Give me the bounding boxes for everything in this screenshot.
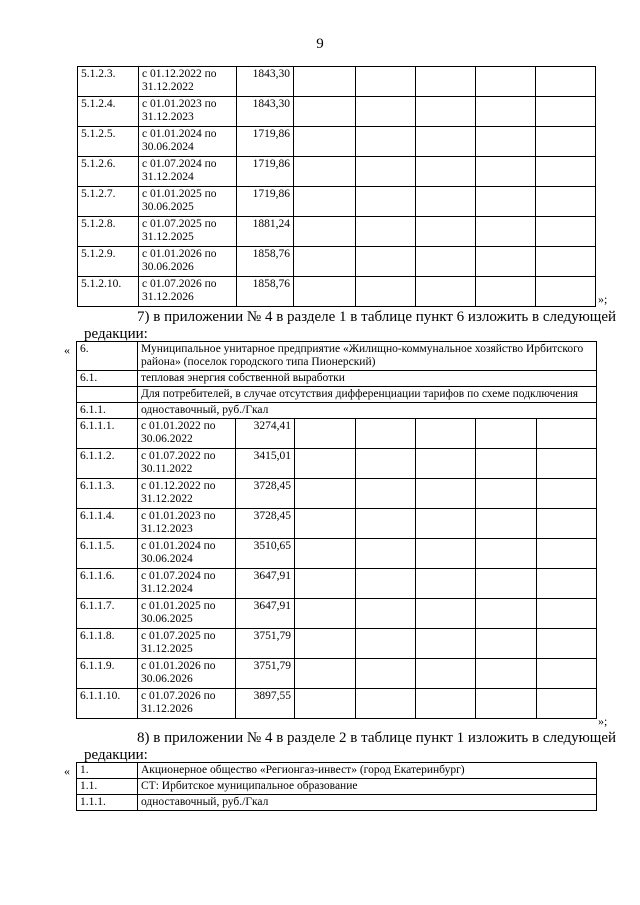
row-number: 6.1.1.2. bbox=[77, 449, 138, 479]
empty-cell bbox=[294, 127, 356, 157]
empty-cell bbox=[416, 449, 476, 479]
empty-cell bbox=[476, 67, 536, 97]
empty-cell bbox=[476, 127, 536, 157]
period-cell: с 01.07.2025 по 31.12.2025 bbox=[139, 217, 237, 247]
empty-cell bbox=[356, 157, 416, 187]
period-cell: с 01.01.2023 по 31.12.2023 bbox=[139, 97, 237, 127]
row-number: 1. bbox=[77, 763, 138, 779]
empty-cell bbox=[476, 157, 536, 187]
empty-cell bbox=[356, 187, 416, 217]
tariff-value: 1719,86 bbox=[237, 187, 294, 217]
empty-cell bbox=[536, 277, 596, 307]
table-row bbox=[77, 403, 597, 419]
empty-cell bbox=[537, 599, 597, 629]
period-cell: с 01.12.2022 по 31.12.2022 bbox=[138, 479, 236, 509]
empty-cell bbox=[476, 277, 536, 307]
table-row bbox=[78, 97, 596, 127]
row-description: Акционерное общество «Регионгаз-инвест» (город Екатеринбург) bbox=[138, 763, 597, 779]
tariff-table-section-2 bbox=[76, 762, 597, 811]
empty-cell bbox=[294, 67, 356, 97]
row-description: одноставочный, руб./Гкал bbox=[138, 795, 597, 811]
empty-cell bbox=[537, 419, 597, 449]
period-cell: с 01.07.2024 по 31.12.2024 bbox=[139, 157, 237, 187]
empty-cell bbox=[536, 247, 596, 277]
row-number: 6.1.1.3. bbox=[77, 479, 138, 509]
paragraph-8-line1: 8) в приложении № 4 в разделе 2 в таблице пункт 1 изложить в следующей bbox=[137, 730, 617, 746]
row-number: 5.1.2.7. bbox=[78, 187, 139, 217]
row-number: 6.1.1. bbox=[77, 403, 138, 419]
table-row bbox=[78, 187, 596, 217]
empty-cell bbox=[416, 187, 476, 217]
empty-cell bbox=[294, 97, 356, 127]
row-number: 1.1. bbox=[77, 779, 138, 795]
table-row bbox=[78, 67, 596, 97]
empty-cell bbox=[416, 67, 476, 97]
empty-cell bbox=[356, 97, 416, 127]
empty-cell bbox=[476, 509, 537, 539]
empty-cell bbox=[537, 539, 597, 569]
empty-cell bbox=[356, 629, 416, 659]
paragraph-7 bbox=[84, 309, 624, 343]
empty-cell bbox=[476, 659, 537, 689]
period-cell: с 01.07.2024 по 31.12.2024 bbox=[138, 569, 236, 599]
empty-cell bbox=[416, 509, 476, 539]
empty-cell bbox=[476, 217, 536, 247]
period-cell: с 01.01.2026 по 30.06.2026 bbox=[139, 247, 237, 277]
empty-cell bbox=[356, 539, 416, 569]
empty-cell bbox=[356, 509, 416, 539]
paragraph-7-line1: 7) в приложении № 4 в разделе 1 в таблице пункт 6 изложить в следующей bbox=[137, 309, 617, 325]
row-description: Муниципальное унитарное предприятие «Жилищно-коммунальное хозяйство Ирбитского района» (поселок городского типа Пионерский) bbox=[138, 342, 597, 371]
row-number: 5.1.2.8. bbox=[78, 217, 139, 247]
empty-cell bbox=[476, 247, 536, 277]
row-number: 6.1.1.6. bbox=[77, 569, 138, 599]
empty-cell bbox=[416, 127, 476, 157]
row-number: 5.1.2.10. bbox=[78, 277, 139, 307]
table-row bbox=[77, 539, 597, 569]
empty-cell bbox=[476, 187, 536, 217]
empty-cell bbox=[476, 97, 536, 127]
row-number: 5.1.2.6. bbox=[78, 157, 139, 187]
empty-cell bbox=[476, 569, 537, 599]
opening-quote: « bbox=[64, 343, 70, 357]
row-number: 6.1.1.7. bbox=[77, 599, 138, 629]
row-description: Для потребителей, в случае отсутствия дифференциации тарифов по схеме подключения bbox=[138, 387, 597, 403]
empty-cell bbox=[537, 629, 597, 659]
empty-cell bbox=[295, 479, 356, 509]
row-number bbox=[77, 387, 138, 403]
row-number: 5.1.2.9. bbox=[78, 247, 139, 277]
empty-cell bbox=[295, 419, 356, 449]
empty-cell bbox=[416, 629, 476, 659]
tariff-value: 3728,45 bbox=[236, 509, 295, 539]
table-row bbox=[77, 763, 597, 779]
opening-quote: « bbox=[64, 764, 70, 778]
empty-cell bbox=[295, 569, 356, 599]
period-cell: с 01.01.2024 по 30.06.2024 bbox=[138, 539, 236, 569]
empty-cell bbox=[356, 479, 416, 509]
closing-quote: »; bbox=[598, 714, 608, 728]
empty-cell bbox=[416, 277, 476, 307]
row-description: СТ: Ирбитское муниципальное образование bbox=[138, 779, 597, 795]
table-row bbox=[77, 387, 597, 403]
empty-cell bbox=[416, 217, 476, 247]
empty-cell bbox=[536, 157, 596, 187]
tariff-value: 3728,45 bbox=[236, 479, 295, 509]
empty-cell bbox=[356, 689, 416, 719]
empty-cell bbox=[476, 539, 537, 569]
empty-cell bbox=[476, 479, 537, 509]
tariff-value: 1858,76 bbox=[237, 247, 294, 277]
paragraph-8-line2: редакции: bbox=[84, 747, 148, 763]
empty-cell bbox=[416, 569, 476, 599]
tariff-value: 3647,91 bbox=[236, 599, 295, 629]
table-row bbox=[77, 342, 597, 371]
period-cell: с 01.01.2025 по 30.06.2025 bbox=[139, 187, 237, 217]
empty-cell bbox=[416, 157, 476, 187]
period-cell: с 01.07.2022 по 30.11.2022 bbox=[138, 449, 236, 479]
table-row bbox=[77, 569, 597, 599]
empty-cell bbox=[356, 659, 416, 689]
table-row bbox=[78, 127, 596, 157]
empty-cell bbox=[356, 277, 416, 307]
empty-cell bbox=[294, 247, 356, 277]
page-number: 9 bbox=[316, 36, 324, 52]
empty-cell bbox=[476, 599, 537, 629]
tariff-table-item-6 bbox=[76, 341, 597, 719]
tariff-value: 3647,91 bbox=[236, 569, 295, 599]
row-number: 6.1.1.1. bbox=[77, 419, 138, 449]
period-cell: с 01.07.2026 по 31.12.2026 bbox=[138, 689, 236, 719]
table-row bbox=[77, 371, 597, 387]
paragraph-8 bbox=[84, 730, 624, 764]
table-row bbox=[77, 479, 597, 509]
empty-cell bbox=[537, 689, 597, 719]
empty-cell bbox=[295, 449, 356, 479]
empty-cell bbox=[295, 539, 356, 569]
row-number: 6.1.1.5. bbox=[77, 539, 138, 569]
empty-cell bbox=[356, 247, 416, 277]
empty-cell bbox=[294, 157, 356, 187]
empty-cell bbox=[356, 127, 416, 157]
table-row bbox=[78, 277, 596, 307]
period-cell: с 01.01.2026 по 30.06.2026 bbox=[138, 659, 236, 689]
empty-cell bbox=[536, 187, 596, 217]
tariff-value: 3415,01 bbox=[236, 449, 295, 479]
table-row bbox=[77, 599, 597, 629]
row-number: 1.1.1. bbox=[77, 795, 138, 811]
empty-cell bbox=[294, 187, 356, 217]
empty-cell bbox=[295, 599, 356, 629]
paragraph-7-line2: редакции: bbox=[84, 326, 148, 342]
empty-cell bbox=[537, 659, 597, 689]
empty-cell bbox=[416, 97, 476, 127]
tariff-table-section-5 bbox=[77, 66, 596, 307]
period-cell: с 01.01.2023 по 31.12.2023 bbox=[138, 509, 236, 539]
table-row bbox=[77, 419, 597, 449]
tariff-value: 3751,79 bbox=[236, 629, 295, 659]
row-number: 5.1.2.4. bbox=[78, 97, 139, 127]
empty-cell bbox=[416, 659, 476, 689]
empty-cell bbox=[537, 569, 597, 599]
empty-cell bbox=[356, 67, 416, 97]
table-row bbox=[77, 509, 597, 539]
empty-cell bbox=[295, 509, 356, 539]
period-cell: с 01.12.2022 по 31.12.2022 bbox=[139, 67, 237, 97]
empty-cell bbox=[356, 217, 416, 247]
empty-cell bbox=[356, 569, 416, 599]
tariff-value: 1719,86 bbox=[237, 127, 294, 157]
tariff-value: 1719,86 bbox=[237, 157, 294, 187]
period-cell: с 01.07.2026 по 31.12.2026 bbox=[139, 277, 237, 307]
row-description: тепловая энергия собственной выработки bbox=[138, 371, 597, 387]
row-number: 6. bbox=[77, 342, 138, 371]
empty-cell bbox=[356, 419, 416, 449]
tariff-value: 1843,30 bbox=[237, 97, 294, 127]
empty-cell bbox=[536, 97, 596, 127]
empty-cell bbox=[476, 689, 537, 719]
table-row bbox=[78, 217, 596, 247]
empty-cell bbox=[416, 599, 476, 629]
empty-cell bbox=[356, 449, 416, 479]
tariff-value: 1858,76 bbox=[237, 277, 294, 307]
row-number: 6.1. bbox=[77, 371, 138, 387]
empty-cell bbox=[536, 127, 596, 157]
period-cell: с 01.07.2025 по 31.12.2025 bbox=[138, 629, 236, 659]
empty-cell bbox=[537, 479, 597, 509]
table-row bbox=[78, 157, 596, 187]
period-cell: с 01.01.2025 по 30.06.2025 bbox=[138, 599, 236, 629]
table-row bbox=[77, 779, 597, 795]
table-row bbox=[77, 795, 597, 811]
table-row bbox=[77, 659, 597, 689]
table-row bbox=[78, 247, 596, 277]
tariff-value: 3897,55 bbox=[236, 689, 295, 719]
closing-quote: »; bbox=[598, 292, 608, 306]
empty-cell bbox=[536, 217, 596, 247]
table-row bbox=[77, 449, 597, 479]
tariff-value: 1881,24 bbox=[237, 217, 294, 247]
tariff-value: 3274,41 bbox=[236, 419, 295, 449]
row-number: 5.1.2.5. bbox=[78, 127, 139, 157]
empty-cell bbox=[476, 629, 537, 659]
tariff-value: 3751,79 bbox=[236, 659, 295, 689]
row-description: одноставочный, руб./Гкал bbox=[138, 403, 597, 419]
period-cell: с 01.01.2022 по 30.06.2022 bbox=[138, 419, 236, 449]
empty-cell bbox=[536, 67, 596, 97]
empty-cell bbox=[416, 247, 476, 277]
tariff-value: 1843,30 bbox=[237, 67, 294, 97]
row-number: 6.1.1.4. bbox=[77, 509, 138, 539]
row-number: 6.1.1.10. bbox=[77, 689, 138, 719]
empty-cell bbox=[295, 659, 356, 689]
empty-cell bbox=[294, 277, 356, 307]
empty-cell bbox=[416, 539, 476, 569]
table-row bbox=[77, 689, 597, 719]
empty-cell bbox=[294, 217, 356, 247]
empty-cell bbox=[416, 419, 476, 449]
empty-cell bbox=[416, 689, 476, 719]
tariff-value: 3510,65 bbox=[236, 539, 295, 569]
empty-cell bbox=[537, 449, 597, 479]
period-cell: с 01.01.2024 по 30.06.2024 bbox=[139, 127, 237, 157]
row-number: 6.1.1.8. bbox=[77, 629, 138, 659]
table-row bbox=[77, 629, 597, 659]
empty-cell bbox=[416, 479, 476, 509]
empty-cell bbox=[476, 449, 537, 479]
row-number: 6.1.1.9. bbox=[77, 659, 138, 689]
empty-cell bbox=[476, 419, 537, 449]
empty-cell bbox=[356, 599, 416, 629]
empty-cell bbox=[295, 689, 356, 719]
empty-cell bbox=[295, 629, 356, 659]
empty-cell bbox=[537, 509, 597, 539]
row-number: 5.1.2.3. bbox=[78, 67, 139, 97]
